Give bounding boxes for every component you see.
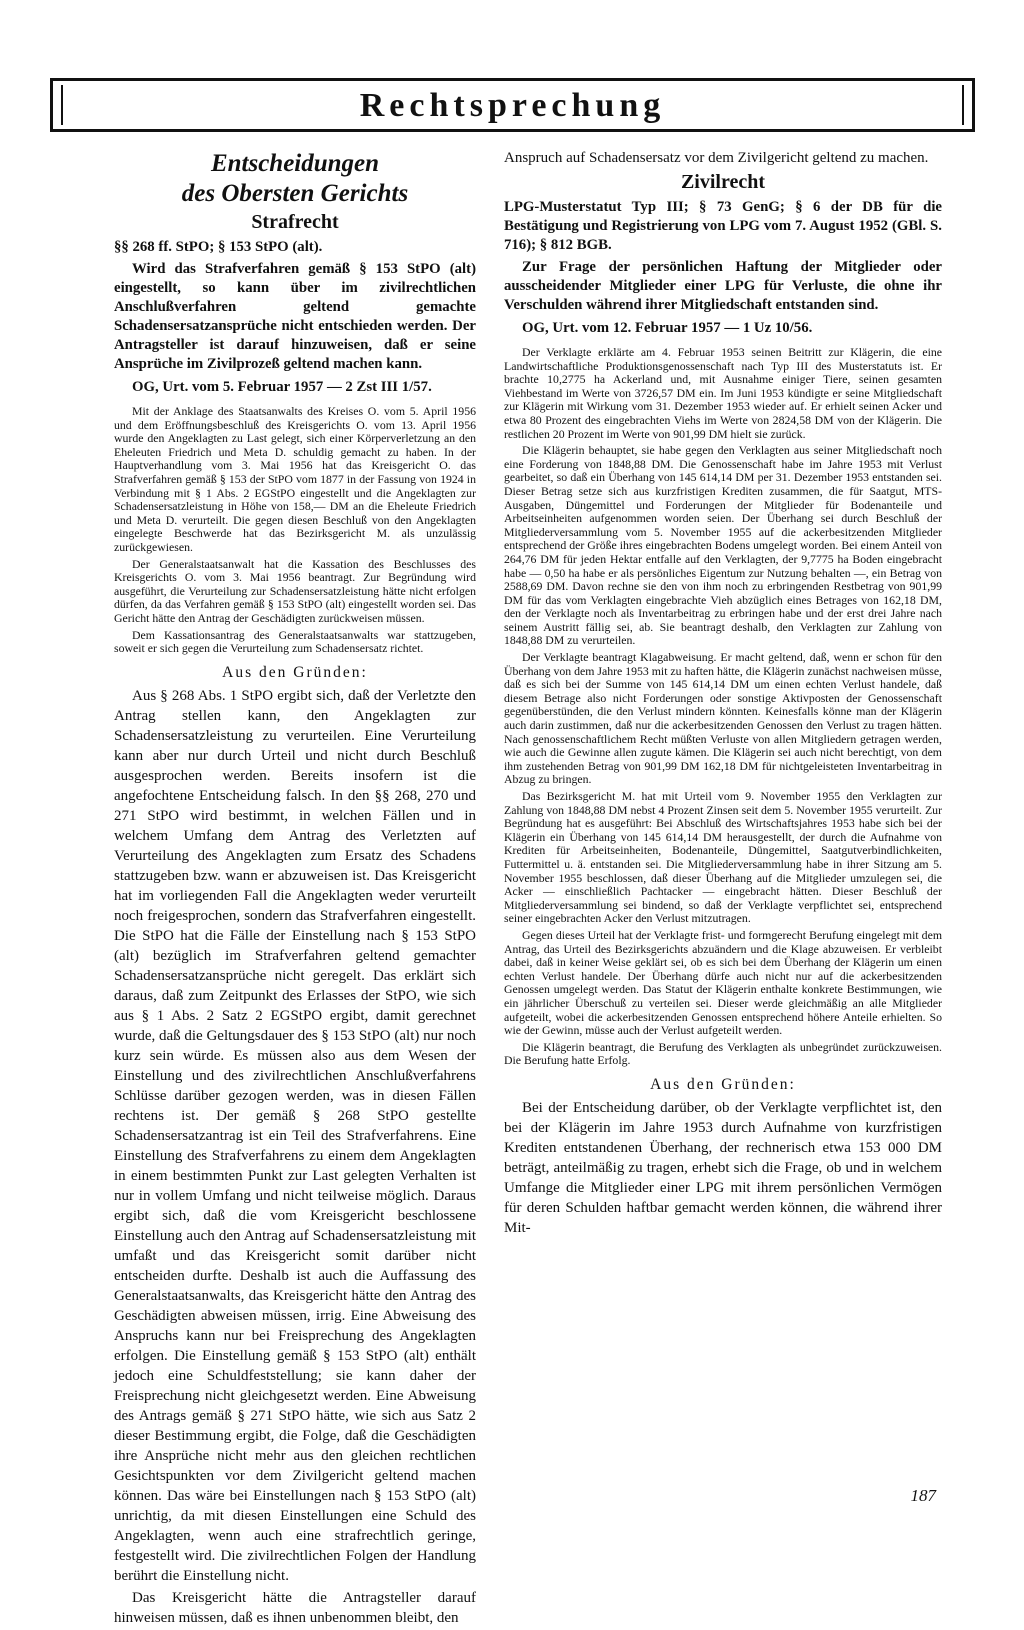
reasons-paragraph: Aus § 268 Abs. 1 StPO ergibt sich, daß der Verletzte den Antrag stellen kann, den Angeklagten zur Schadensersatzleistung zu verurteilen. Eine Verurteilung kann aber nur durch Urteil und nicht durch Beschluß ausgesprochen werden. Bereits insofern ist die angefochtene Entscheidung falsch. In den §§ 268, 270 und 271 StPO wird bestimmt, in welchen Fällen und in welchem Umfang dem Antrag des Verletzten auf Verurteilung des Angeklagten zum Ersatz des Schadens stattzugeben bzw. wann er abzuweisen ist. Das Kreisgericht hat im vorliegenden Fall die Angeklagten weder verurteilt noch freigesprochen, sondern das Strafverfahren eingestellt. Die StPO hat die Fälle der Einstellung nach § 153 StPO (alt) bezüglich im Strafverfahren geltend gemachter Schadensersatzansprüche nicht geregelt. Das erklärt sich daraus, daß zum Zeitpunkt des Erlasses der StPO, wie sich aus § 1 Abs. 2 Satz 2 EGStPO ergibt, damit gerechnet wurde, daß die Geltungsdauer des § 153 StPO (alt) nur noch kurz sein würde. Es müssen also aus dem Wesen der Einstellung und des zivilrechtlichen Anschlußverfahrens Schlüsse darüber gezogen werden, was in diesen Fällen rechtens ist. Der gemäß § 268 StPO gestellte Schadensersatzantrag ist ein Teil des Strafverfahrens. Eine Einstellung des Strafverfahrens zu einem dem Angeklagten in einem bestimmten Punkt zur Last gelegten Verhalten ist nur in vollem Umfang und nicht teilweise möglich. Daraus ergibt sich, daß die vom Kreisgericht beschlossene Einstellung auch den Antrag auf Schadensersatzleistung mit umfaßt und das Kreisgericht somit darüber nicht entscheiden durfte. Deshalb ist auch die Auffassung des Generalstaatsanwalts, das Kreisgericht hätte den Antrag des Geschädigten abweisen müssen, irrig. Eine Abweisung des Anspruchs kann nur bei Freisprechung des Angeklagten erfolgen. Die Einstellung gemäß § 153 StPO (alt) enthält jedoch eine Schuldfeststellung; sie kann daher der Freisprechung nicht gleichgesetzt werden. Eine Abweisung des Antrags gemäß § 271 StPO hätte, wie sich aus Satz 2 dieser Bestimmung ergibt, die Folge, daß die Geschädigten ihre Ansprüche nicht mehr aus den gleichen rechtlichen Gesichtspunkten vor dem Zivilgericht geltend machen können. Das wäre bei Einstellungen nach § 153 StPO (alt) unrichtig, da mit diesen Einstellungen eine Schuld des Angeklagten, wenn auch eine strafrechtlich geringe, festgestellt wird. Die zivilrechtlichen Folgen der Handlung berührt die Einstellung nicht. [114, 687, 477, 1584]
case-citation: OG, Urt. vom 5. Februar 1957 — 2 Zst III 1/57. [132, 379, 432, 395]
paragraph-references: §§ 268 ff. StPO; § 153 StPO (alt). [114, 239, 323, 255]
facts-paragraph: Das Bezirksgericht M. hat mit Urteil vom 9. November 1955 den Verklagten zur Zahlung von 1848,88 DM nebst 4 Prozent Zinsen seit dem 5. November 1955 verurteilt. Zur Begründung hat es ausgeführt: Bei Abschluß des Wirtschaftsjahres 1953 habe sich bei der Klägerin ein Überhang von 145 614,14 DM herausgestellt, der durch die Aufnahme von Krediten für Arbeitseinheiten, Bodenanteile, Düngemittel, Saatgutverbindlichkeiten, Futtermittel u. ä. entstanden sei. Die Mitgliederversammlung habe in ihrer Sitzung am 5. November 1955 beschlossen, daß dieser Überhang auf die Mitglieder umzulegen sei, die Acker — einschließlich Pachtacker — eingebracht hätten. Dieser Beschluß der Mitgliederversammlung sei bindend, so daß der Verklagte verpflichtet sei, entsprechend seiner eingebrachten Acker den Verlust mitzutragen. [504, 789, 942, 926]
left-column [114, 148, 476, 1630]
reasons-heading: Aus den Gründen: [650, 1075, 796, 1093]
paragraph-references: LPG-Musterstatut Typ III; § 73 GenG; § 6 der DB für die Bestätigung und Registrierung von LPG vom 7. August 1952 (GBl. S. 716); § 812 BGB. [504, 199, 942, 253]
reasons-paragraph: Bei der Entscheidung darüber, ob der Verklagte verpflichtet ist, den bei der Klägerin im Jahre 1953 durch Aufnahme von kurzfristigen Krediten entstandenen Überhang, der rechnerisch etwa 153 000 DM beträgt, anteilmäßig zu tragen, erhebt sich die Frage, ob und in welchem Umfange die Mitglieder einer LPG mit ihrem persönlichen Vermögen für deren Schulden haftbar gemacht werden können, die während ihrer Mit- [504, 1099, 942, 1236]
section-zivilrecht: Zivilrecht [680, 171, 766, 193]
case-citation: OG, Urt. vom 12. Februar 1957 — 1 Uz 10/56. [522, 320, 813, 336]
reasons-heading: Aus den Gründen: [222, 663, 368, 681]
headnote: Wird das Strafverfahren gemäß § 153 StPO (alt) eingestellt, so kann über im zivilrechtlichen Anschlußverfahren geltend gemachte Schadensersatzansprüche nicht entschieden werden. Der Antragsteller ist darauf hinzuweisen, daß er seine Ansprüche im Zivilprozeß geltend machen kann. [114, 261, 476, 372]
page-number: 187 [910, 1486, 936, 1505]
decision-title-line-1: Entscheidungen [210, 150, 380, 177]
facts-paragraph: Mit der Anklage des Staatsanwalts des Kreises O. vom 5. April 1956 und dem Eröffnungsbeschluß des Kreisgerichts O. vom 13. April 1956 wurde den Angeklagten zu Last gelegt, sich einer Körperverletzung an den Eheleuten Friedrich und Meta D. schuldig gemacht zu haben. In der Hauptverhandlung vom 3. Mai 1956 hat das Kreisgericht O. das Strafverfahren gemäß § 153 der StPO vom 1877 in der Fassung von 1924 in Verbindung mit § 1 Abs. 2 EGStPO eingestellt und die Angeklagten zur Schadensersatzleistung in Höhe von 158,— DM an die Eheleute Friedrich und Meta D. verurteilt. Die gegen diesen Beschluß von den Angeklagten eingelegte Beschwerde hat das Bezirksgericht M. als unzulässig zurückgewiesen. [114, 404, 476, 554]
facts-paragraph: Der Verklagte beantragt Klagabweisung. Er macht geltend, daß, wenn er schon für den Überhang von dem Jahre 1953 mit zu haften hätte, die Klägerin zunächst nachweisen müsse, daß es sich bei der Summe von 145 614,14 DM um einen echten Verlust handele, daß diesem Betrage also nicht Forderungen oder sonstige Aktivposten der Genossenschaft gegenüberstünden, die den Verlust mindern könnten. Keinesfalls könne man der Klägerin auch darin zustimmen, daß nur die ackerbesitzenden Genossen den Verlust zu tragen hätten. Nach genossenschaftlichem Recht müßten Verluste von allen Mitgliedern getragen werden, wie auch die Gewinne allen zugute kämen. Die Klägerin sei auch nicht berechtigt, von dem ihm zustehenden Betrag von 901,99 DM 162,18 DM für nichtgeleisteten Inventarbeitrag in Abzug zu bringen. [504, 650, 942, 787]
section-header [50, 78, 975, 132]
facts-paragraph: Die Klägerin behauptet, sie habe gegen den Verklagten aus seiner Mitgliedschaft noch eine Forderung von 1848,88 DM. Die Genossenschaft habe im Jahre 1953 mit Verlust gearbeitet, so daß ein Überhang von 145 614,14 DM per 31. Dezember 1953 entstanden sei. Dieser Betrag setze sich aus kurzfristigen Krediten zusammen, die für Saatgut, MTS-Ausgaben, Düngemittel und Forderungen der Mitglieder für Bodenanteile und Arbeitseinheiten aufgenommen worden seien. Der Überhang sei durch Beschluß der Mitgliederversammlung vom 5. November 1955 auf die ackerbesitzenden Mitglieder entsprechend der Größe ihres eingebrachten Bodens umgelegt worden. Bei einem Anteil von 264,76 DM für jeden Hektar entfalle auf den Verklagten, der 9,7775 ha Boden eingebracht habe — 0,50 ha habe er als persönliches Eigentum zur Nutzung behalten —, ein Betrag von 2588,69 DM. Davon rechne sie den von ihm noch zu erbringenden Restbetrag von 901,99 DM für das vom Verklagten eingebrachte Vieh abzüglich eines Betrages von 162,18 DM, den der Verklagte noch als Inventarbeitrag zu erbringen habe und der erst drei Jahre nach seinem Austritt fällig sei, ab. Sie beantragt deshalb, den Verklagten zur Zahlung von 1848,88 DM zu verurteilen. [504, 443, 942, 648]
decision-title-line-2: des Obersten Gerichts [181, 180, 409, 207]
facts-paragraph: Der Verklagte erklärte am 4. Februar 1953 seinen Beitritt zur Klägerin, die eine Landwirtschaftliche Produktionsgenossenschaft nach Typ III des Musterstatuts ist. Er brachte 10,2775 ha Ackerland und, mit Ausnahme einiger Tiere, seinen gesamten Viehbestand im Werte von 3726,57 DM ein. Im Juni 1953 kündigte er seine Mitgliedschaft zur Klägerin mit Wirkung vom 31. Dezember 1953 wieder auf. Er erhielt seinen Acker und etwa 80 Prozent des eingebrachten Viehs im Werte von 2824,58 DM von der Klägerin. Die restlichen 20 Prozent im Werte von 901,99 DM hielt sie zurück. [504, 345, 942, 441]
right-column [504, 148, 942, 1240]
facts-paragraph: Dem Kassationsantrag des Generalstaatsanwalts war stattzugeben, soweit er sich gegen die Verurteilung zum Schadensersatz richtet. [114, 627, 476, 656]
headnote: Zur Frage der persönlichen Haftung der Mitglieder oder ausscheidender Mitglieder einer LPG für Verluste, die ohne ihr Verschulden während ihrer Mitgliedschaft entstanden sind. [504, 259, 942, 313]
continuation-text: Anspruch auf Schadensersatz vor dem Zivilgericht geltend zu machen. [504, 150, 929, 166]
facts-paragraph: Gegen dieses Urteil hat der Verklagte frist- und formgerecht Berufung eingelegt mit dem Antrag, das Urteil des Bezirksgerichts abzuändern und die Klage abzuweisen. Er verbleibt dabei, daß in keiner Weise geklärt sei, ob es sich bei dem Überhang der Klägerin um einen echten Verlust handele. Der Überhang dürfe auch nicht nur auf die ackerbesitzenden Genossen umgelegt werden. Das Statut der Klägerin enthalte konkrete Bestimmungen, wie ein jährlicher Überschuß zu verteilen sei. Dieser werde gleichmäßig an alle Mitglieder aufgeteilt, wobei die ackerbesitzenden Genossen entsprechend höhere Anteile erhielten. So wie der Gewinn, müsse auch der Verlust aufgeteilt werden. [504, 927, 942, 1038]
section-strafrecht: Strafrecht [251, 211, 339, 233]
section-title: Rechtsprechung [359, 87, 666, 124]
facts-paragraph: Der Generalstaatsanwalt hat die Kassation des Beschlusses des Kreisgerichts O. vom 3. Mai 1956 beantragt. Zur Begründung wird ausgeführt, die Verurteilung zur Schadensersatzleistung hätte nicht erfolgen dürfen, da das Verfahren gemäß § 153 StPO (alt) eingestellt worden sei. Das Gericht hätte den Antrag der Geschädigten zurückweisen müssen. [114, 556, 476, 625]
reasons-paragraph: Das Kreisgericht hätte die Antragsteller darauf hinweisen müssen, daß es ihnen unbenommen bleibt, den [114, 1589, 476, 1626]
facts-paragraph: Die Klägerin beantragt, die Berufung des Verklagten als unbegründet zurückzuweisen. Die Berufung hatte Erfolg. [504, 1039, 942, 1068]
